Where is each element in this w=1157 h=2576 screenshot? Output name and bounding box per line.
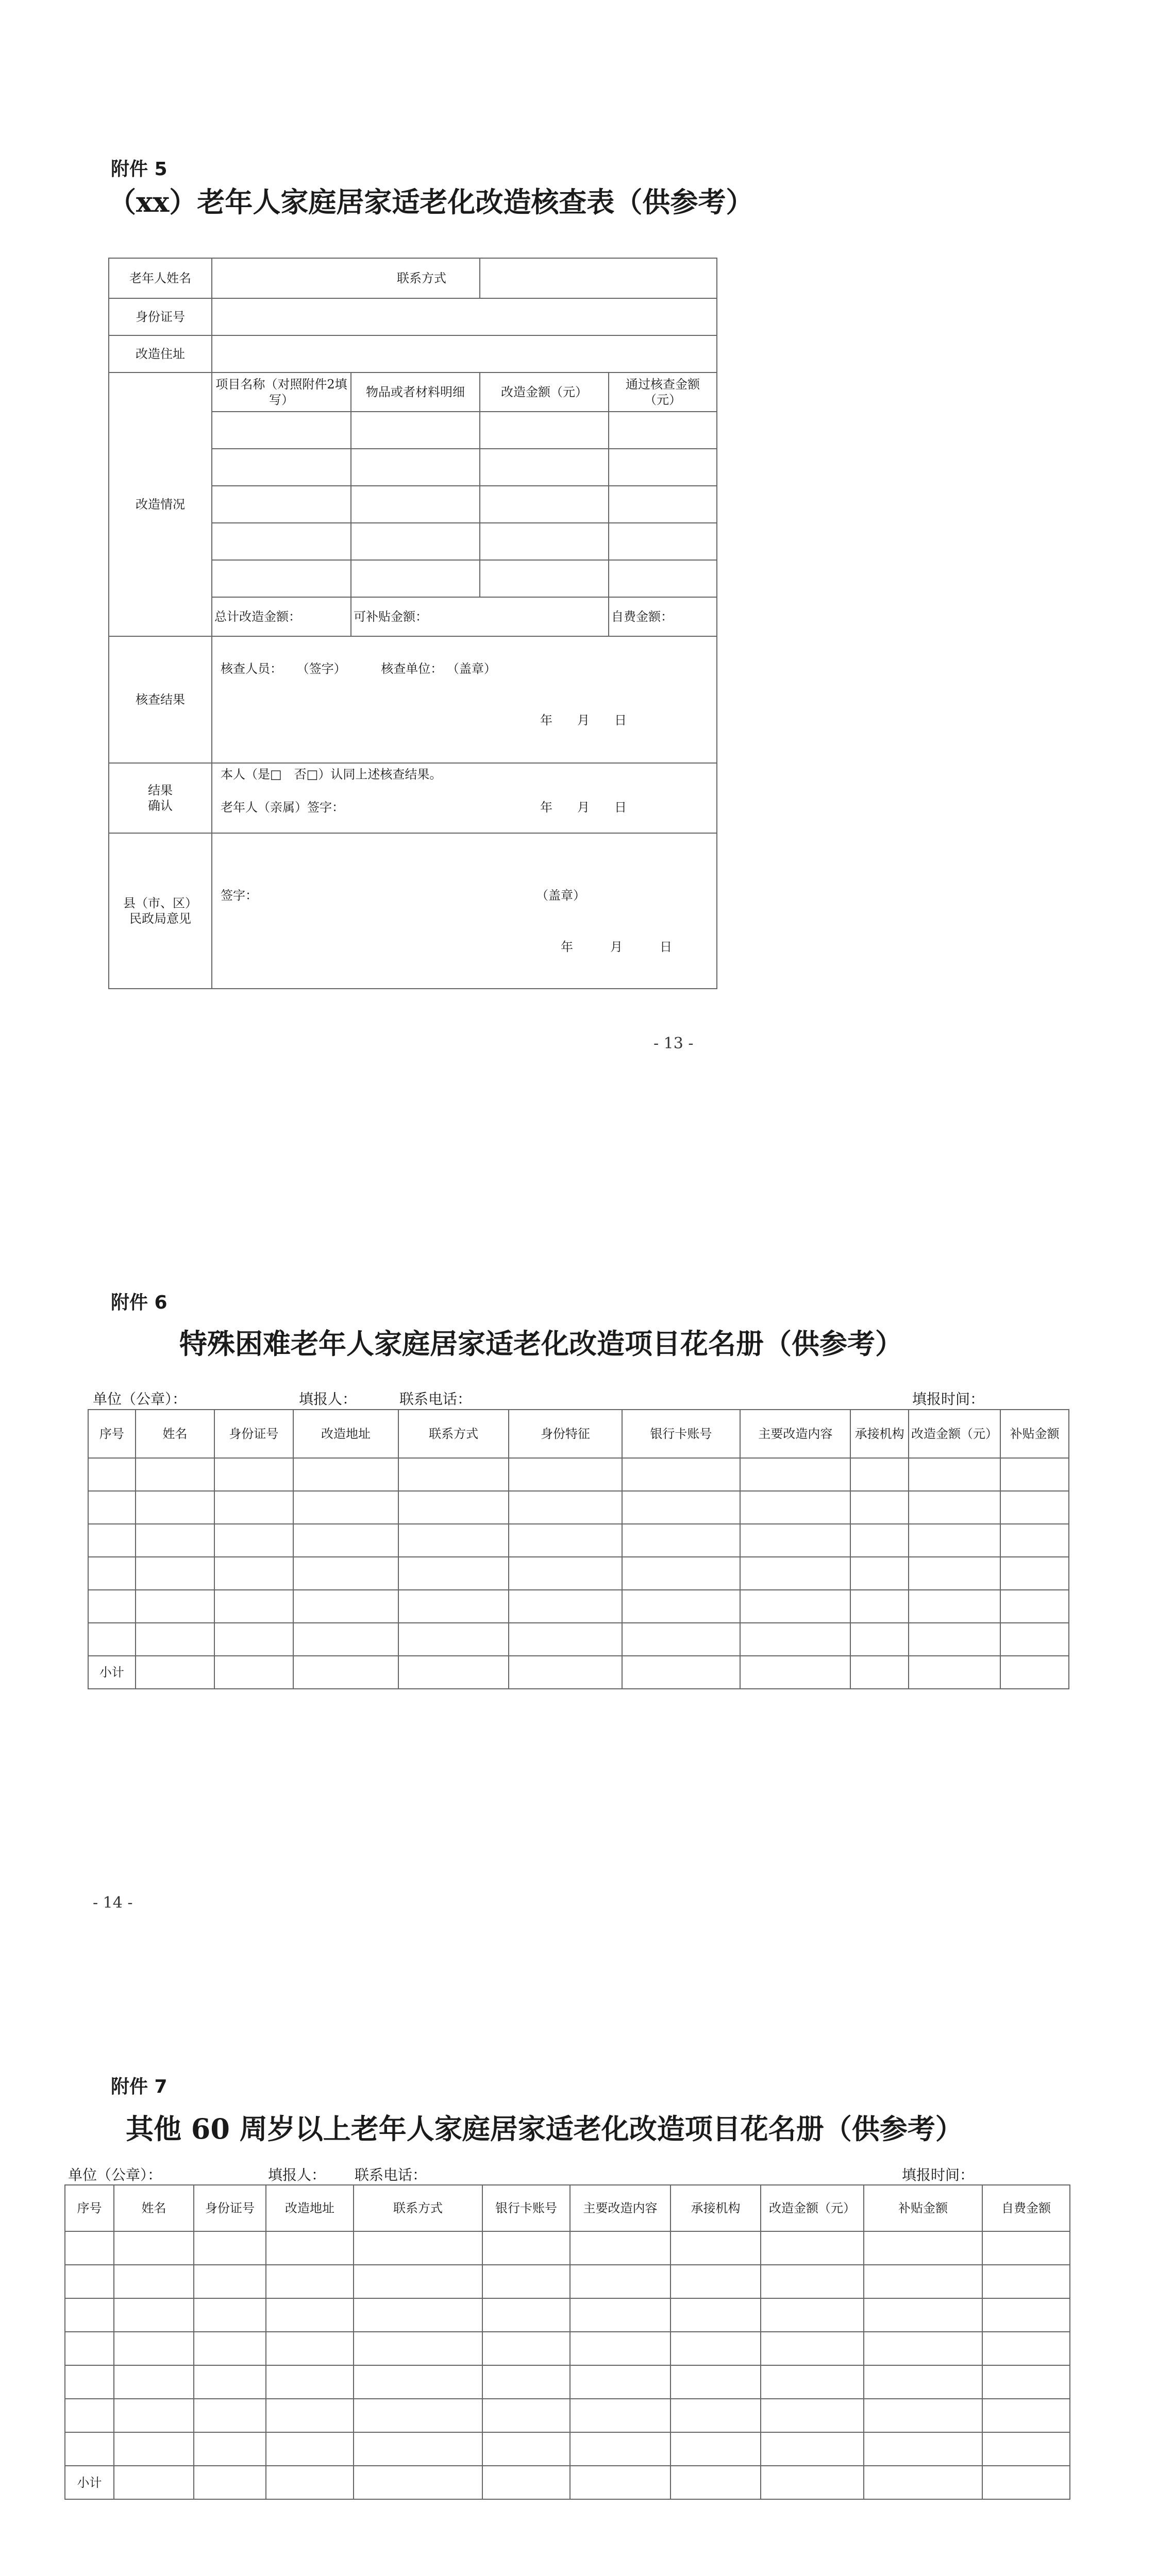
col-item-name: 项目名称（对照附件2填写） (212, 372, 351, 412)
page-number-14: - 14 - (93, 1894, 133, 1912)
annex-6-label: 附件 6 (111, 1292, 167, 1313)
roster-table-special (88, 1409, 1069, 1689)
col-main-content: 主要改造内容 (740, 1410, 850, 1458)
label-confirm-2: 确认 (148, 799, 173, 813)
table-row (65, 2332, 1070, 2365)
unit-label-15: 单位（公章）： (68, 2166, 162, 2183)
col-cost: 改造金额（元） (909, 1410, 1001, 1458)
value-id-number[interactable] (212, 298, 717, 335)
filltime-label-15: 填报时间： (902, 2166, 975, 2183)
label-elder-name: 老年人姓名 (109, 258, 212, 298)
confirm-sign-label: 老年人（亲属）签字： (221, 800, 344, 815)
col-item-detail: 物品或者材料明细 (351, 372, 480, 412)
label-opinion-1: 县（市、区） (123, 896, 197, 910)
label-check-result: 核查结果 (109, 636, 212, 763)
page13-title: （xx）老年人家庭居家适老化改造核查表（供参考） (108, 185, 754, 218)
check-date: 年 月 日 (540, 713, 627, 727)
label-opinion (109, 833, 212, 989)
label-id-number: 身份证号 (109, 298, 212, 335)
phone-label-14: 联系电话： (399, 1391, 472, 1408)
col-address: 改造地址 (293, 1410, 398, 1458)
check-sign-label: （签字） (296, 662, 346, 676)
col-subsidy: 补贴金额 (864, 2185, 982, 2231)
value-address[interactable] (212, 335, 717, 372)
self-pay-cell: 自费金额： (609, 597, 717, 636)
page-number-13: - 13 - (653, 1035, 694, 1053)
annex-5-label: 附件 5 (111, 159, 167, 180)
col-identity-type: 身份特征 (509, 1410, 622, 1458)
roster15-header-row (65, 2185, 1070, 2231)
col-id: 身份证号 (214, 1410, 293, 1458)
table-row (65, 2365, 1070, 2399)
subtotal-row (65, 2466, 1070, 2499)
table-row (65, 2231, 1070, 2265)
subtotal-label-14: 小计 (88, 1656, 136, 1689)
check-result-cell (212, 636, 717, 763)
table-row (65, 2265, 1070, 2298)
filltime-label-14: 填报时间： (912, 1391, 985, 1408)
value-elder-name[interactable] (212, 258, 480, 298)
label-address: 改造住址 (109, 335, 212, 372)
label-confirm-1: 结果 (148, 783, 173, 798)
roster-table-other (64, 2184, 1070, 2500)
subtotal-row (88, 1656, 1069, 1689)
table-row (88, 1458, 1069, 1491)
col-id: 身份证号 (194, 2185, 266, 2231)
col-seq: 序号 (65, 2185, 114, 2231)
col-name: 姓名 (114, 2185, 194, 2231)
confirm-cell (212, 763, 717, 833)
opinion-date: 年 月 日 (561, 940, 672, 954)
col-address: 改造地址 (266, 2185, 354, 2231)
table-row (65, 2298, 1070, 2332)
filler-label-14: 填报人： (299, 1391, 357, 1408)
table-row (88, 1590, 1069, 1623)
label-opinion-2: 民政局意见 (129, 911, 191, 926)
page14-title: 特殊困难老年人家庭居家适老化改造项目花名册（供参考） (179, 1327, 903, 1360)
col-bank-account: 银行卡账号 (482, 2185, 570, 2231)
confirm-date: 年 月 日 (540, 800, 627, 815)
unit-label-14: 单位（公章）： (93, 1391, 187, 1408)
confirm-statement: 本人（是□ 否□）认同上述核查结果。 (221, 767, 442, 782)
col-bank-account: 银行卡账号 (622, 1410, 741, 1458)
col-item-approved: 通过核查金额（元） (609, 372, 717, 412)
annex-7-label: 附件 7 (111, 2076, 167, 2097)
check-staff-label: 核查人员： (221, 662, 282, 676)
col-self-pay: 自费金额 (982, 2185, 1070, 2231)
subtotal-label-15: 小计 (65, 2466, 114, 2499)
col-seq: 序号 (88, 1410, 136, 1458)
value-contact[interactable] (480, 258, 717, 298)
col-contractor: 承接机构 (670, 2185, 761, 2231)
col-item-cost: 改造金额（元） (480, 372, 609, 412)
phone-label-15: 联系电话： (355, 2166, 427, 2183)
check-form-table (108, 258, 717, 989)
table-row (65, 2432, 1070, 2466)
label-confirm (109, 763, 212, 833)
label-situation: 改造情况 (109, 372, 212, 636)
subsidy-cell: 可补贴金额： (351, 597, 609, 636)
table-row (88, 1524, 1069, 1557)
opinion-cell (212, 833, 717, 989)
col-cost: 改造金额（元） (761, 2185, 864, 2231)
label-contact: 联系方式 (397, 271, 446, 285)
roster14-header-row (88, 1410, 1069, 1458)
col-contact: 联系方式 (398, 1410, 509, 1458)
opinion-sign-label: 签字： (221, 888, 258, 903)
filler-label-15: 填报人： (268, 2166, 326, 2183)
table-row (65, 2399, 1070, 2432)
page15-title: 其他 60 周岁以上老年人家庭居家适老化改造项目花名册（供参考） (126, 2112, 963, 2145)
check-seal-label: （盖章） (446, 662, 496, 676)
col-main-content: 主要改造内容 (570, 2185, 670, 2231)
check-unit-label: 核查单位： (381, 662, 443, 676)
table-row (88, 1557, 1069, 1590)
col-subsidy: 补贴金额 (1000, 1410, 1069, 1458)
table-row (88, 1623, 1069, 1656)
col-name: 姓名 (136, 1410, 214, 1458)
opinion-seal-label: （盖章） (536, 888, 585, 903)
table-row (88, 1491, 1069, 1524)
col-contact: 联系方式 (354, 2185, 482, 2231)
total-cost-cell: 总计改造金额： (212, 597, 351, 636)
col-contractor: 承接机构 (850, 1410, 908, 1458)
